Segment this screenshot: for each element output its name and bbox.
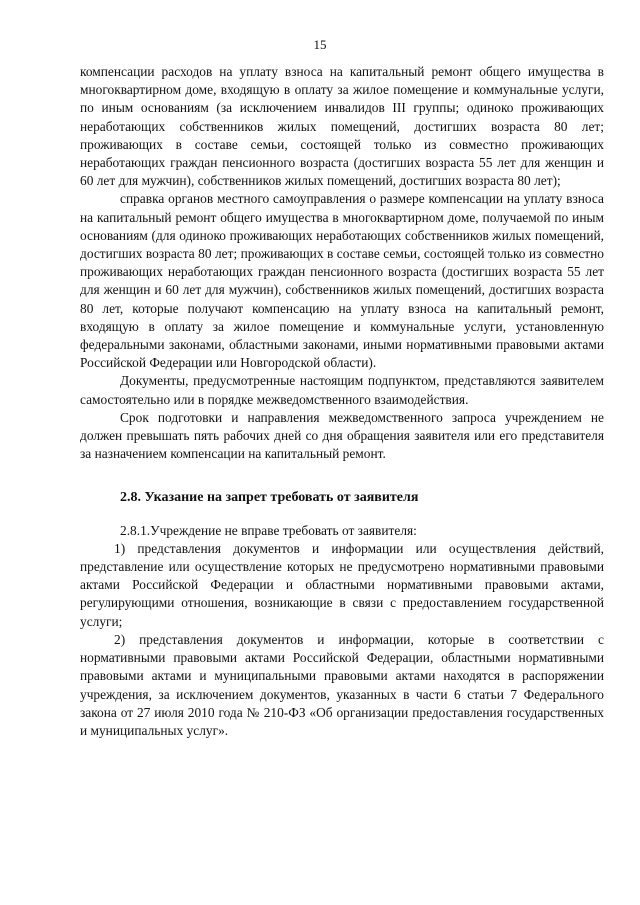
paragraph: Документы, предусмотренные настоящим подпунктом, представляются заявителем самостоятельно или в порядке межведомственного взаимодействия. bbox=[80, 373, 604, 407]
list-item: 2) представления документов и информации, которые в соответствии с нормативными правовыми актами Российской Федерации, областными нормативными правовыми актами и муниципальными правовыми актами находятся в распоряжении учреждения, за исключением документов, указанных в части 6 статьи 7 Федерального закона от 27 июля 2010 года № 210-ФЗ «Об организации предоставления государственных и муниципальных услуг». bbox=[80, 631, 604, 738]
section-heading: 2.8. Указание на запрет требовать от заявителя bbox=[120, 490, 419, 506]
paragraph: компенсации расходов на уплату взноса на капитальный ремонт общего имущества в многоквартирном доме, входящую в оплату за жилое помещение и коммунальные услуги, по иным основаниям (за исключением инвалидов III группы; одиноко проживающих неработающих собственников жилых помещений, достигших возраста 80 лет; проживающих в составе семьи, состоящей только из совместно проживающих неработающих граждан пенсионного возраста (достигших возраста 55 лет для женщин и 60 лет для мужчин), собственников жилых помещений, достигших возраста 80 лет); bbox=[80, 64, 604, 189]
document-body bbox=[80, 63, 604, 740]
list-item: 1) представления документов и информации или осуществления действий, представление или осуществление которых не предусмотрено нормативными правовыми актами Российской Федерации и областными нормативными правовыми актами, регулирующими отношения, возникающие в связи с предоставлением государственной услуги; bbox=[80, 540, 604, 629]
paragraph: справка органов местного самоуправления о размере компенсации на уплату взноса на капитальный ремонт общего имущества в многоквартирном доме, получаемой по иным основаниям (для одиноко проживающих неработающих собственников жилых помещений, достигших возраста 80 лет; проживающих в составе семьи, состоящей только из совместно проживающих неработающих граждан пенсионного возраста (достигших возраста 55 лет для женщин и 60 лет для мужчин), собственников жилых помещений, достигших возраста 80 лет, которые получают компенсацию на уплату взноса на капитальный ремонт, входящую в оплату за жилое помещение и коммунальные услуги, установленную федеральными законами, областными законами, иными нормативными правовыми актами Российской Федерации или Новгородской области). bbox=[80, 191, 604, 371]
paragraph: Срок подготовки и направления межведомственного запроса учреждением не должен превышать пять рабочих дней со дня обращения заявителя или его представителя за назначением компенсации на капитальный ремонт. bbox=[80, 409, 604, 462]
subsection-intro: 2.8.1.Учреждение не вправе требовать от заявителя: bbox=[120, 522, 417, 538]
page-number: 15 bbox=[313, 37, 327, 52]
